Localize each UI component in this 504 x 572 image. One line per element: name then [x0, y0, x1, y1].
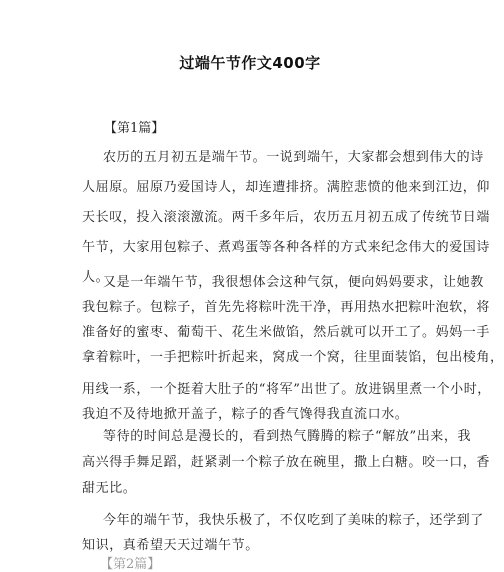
- next-section-label: 【第2篇】: [100, 557, 161, 572]
- paragraph-line: 午节，大家用包粽子、煮鸡蛋等各种各样的方式来纪念伟大的爱国诗: [82, 240, 491, 255]
- paragraph-line: 高兴得手舞足蹈，赶紧剥一个粽子放在碗里，撒上白糖。咬一口，香: [82, 455, 491, 470]
- paragraph-3: [82, 377, 491, 427]
- paragraph-line: 又是一年端午节，我很想体会这种气氛，便向妈妈要求，让她教: [103, 275, 484, 290]
- paragraph-line: 今年的端午节，我快乐极了，不仅吃到了美味的粽子，还学到了: [103, 513, 484, 528]
- paragraph-line: 知识，真希望天天过端午节。: [82, 538, 259, 553]
- paragraph-line: 准备好的蜜枣、葡萄干、花生米做馅，然后就可以开工了。妈妈一手: [82, 325, 491, 340]
- paragraph-line: 拿着粽叶，一手把粽叶折起来，窝成一个窝，往里面装馅，包出棱角，: [82, 350, 504, 365]
- paragraph-line: 我迫不及待地掀开盖子，粽子的香气馋得我直流口水。: [82, 407, 409, 422]
- paragraph-line: 人屈原。屈原乃爱国诗人，却连遭排挤。满腔悲愤的他来到江边，仰: [82, 180, 491, 195]
- paragraph-line: 人。: [82, 270, 110, 285]
- paragraph-line: 甜无比。: [82, 481, 137, 496]
- paragraph-line: 等待的时间总是漫长的，看到热气腾腾的粽子“解放”出来，我: [103, 429, 472, 444]
- paragraph-line: 天长叹，投入滚滚激流。两千多年后，农历五月初五成了传统节日端: [82, 210, 491, 225]
- section-label: 【第1篇】: [104, 121, 165, 136]
- paragraph-4: [82, 424, 491, 502]
- paragraph-2: [82, 270, 504, 370]
- next-section-cutoff: [100, 556, 161, 572]
- document-title: 过端午节作文400字: [179, 54, 321, 72]
- paragraph-5: [82, 508, 484, 558]
- paragraph-line: 用线一系，一个挺着大肚子的“将军”出世了。放进锅里煮一个小时，: [82, 382, 491, 397]
- paragraph-line: 我包粽子。包粽子，首先先将粽叶洗干净，再用热水把粽叶泡软，将: [82, 300, 491, 315]
- paragraph-line: 农历的五月初五是端午节。一说到端午，大家都会想到伟大的诗: [103, 150, 484, 165]
